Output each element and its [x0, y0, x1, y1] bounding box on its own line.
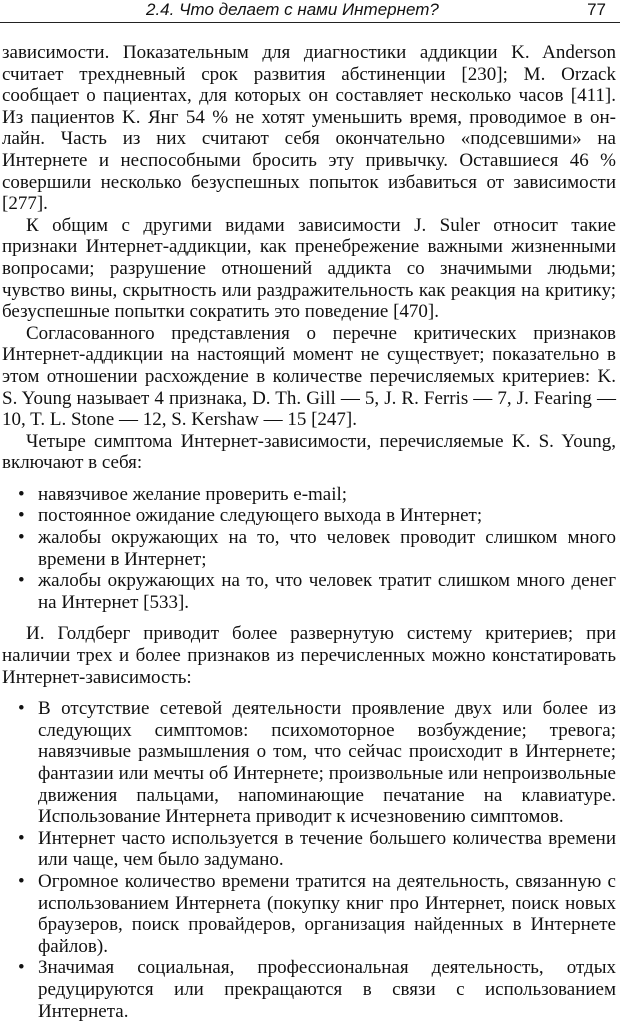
list-item: • Интернет часто используется в течение большего количества времени или чаще, чем было задумано.	[18, 827, 616, 871]
bullet-icon: •	[18, 698, 25, 720]
list-item: • В отсутствие сетевой деятельности проявление двух или более из следующих симптомов: психомоторное возбуждение; тревога; навязчивые размышления о том, что сейчас происходит в Интернете; фантазии или мечты об Интернете; произвольные или непроизвольные движения пальцами, напоминающие печатание на клавиатуре. Использование Интернета приводит к исчезновению симптомов.	[18, 698, 616, 828]
list-item: • Значимая социальная, профессиональная деятельность, отдых редуцируются или прекращаются в связи с использованием Интернета.	[18, 957, 616, 1022]
list-item: • жалобы окружающих на то, что человек тратит слишком много денег на Интернет [533].	[18, 570, 616, 613]
symptom-list	[2, 484, 616, 614]
paragraph-5: И. Голдберг приводит более развернутую систему критериев; при наличии трех и более признаков из перечисленных можно констатировать Интернет-зависимость:	[2, 623, 616, 688]
paragraph-4: Четыре симптома Интернет-зависимости, перечисляемые K. S. Young, включают в себя:	[2, 430, 616, 474]
paragraph-3: Согласованного представления о перечне критических признаков Интернет-аддикции на настоящий момент не существует; показательно в этом отношении расхождение в количестве перечисляемых критериев: K. S. Young называет 4 признака, D. Th. Gill — 5, J. R. Ferris — 7, J. Fearing — 10, T. L. Stone — 12, S. Kershaw — 15 [247].	[2, 322, 616, 431]
running-header	[0, 0, 620, 23]
bullet-icon: •	[18, 527, 25, 549]
paragraph-2: К общим с другими видами зависимости J. Suler относит такие признаки Интернет-аддикции, как пренебрежение важными жизненными вопросами; разрушение отношений аддикта со значимыми людьми; чувство вины, скрытность или раздражительность как реакция на критику; безуспешные попытки сократить это поведение [470].	[2, 214, 616, 323]
paragraph-1: зависимости. Показательным для диагностики аддикции K. Anderson считает трехдневный срок развития абстиненции [230]; M. Orzack сообщает о пациентах, для которых он составляет несколько часов [411]. Из пациентов K. Янг 54 % не хотят уменьшить время, проводимое в он-лайн. Часть из них считают себя окончательно «подсевшими» на Интернете и неспособными бросить эту привычку. Оставшиеся 46 % совершили несколько безуспешных попыток избавиться от зависимости [277].	[2, 42, 616, 215]
bullet-icon: •	[18, 957, 25, 979]
bullet-icon: •	[18, 827, 25, 849]
list-item: • Огромное количество времени тратится на деятельность, связанную с использованием Интернета (покупку книг про Интернет, поиск новых браузеров, поиск провайдеров, организация найденных в Интернете файлов).	[18, 870, 616, 957]
bullet-icon: •	[18, 870, 25, 892]
list-item: • жалобы окружающих на то, что человек проводит слишком много времени в Интернет;	[18, 527, 616, 570]
list-item: • навязчивое желание проверить e-mail;	[18, 483, 348, 505]
bullet-icon: •	[18, 570, 25, 592]
list-item: • постоянное ожидание следующего выхода в Интернет;	[18, 505, 483, 527]
section-title: 2.4. Что делает с нами Интернет?	[146, 0, 439, 19]
page-number: 77	[587, 0, 606, 19]
bullet-icon: •	[18, 483, 25, 505]
page-body	[2, 42, 616, 1032]
bullet-icon: •	[18, 505, 25, 527]
criteria-list	[2, 698, 616, 1022]
